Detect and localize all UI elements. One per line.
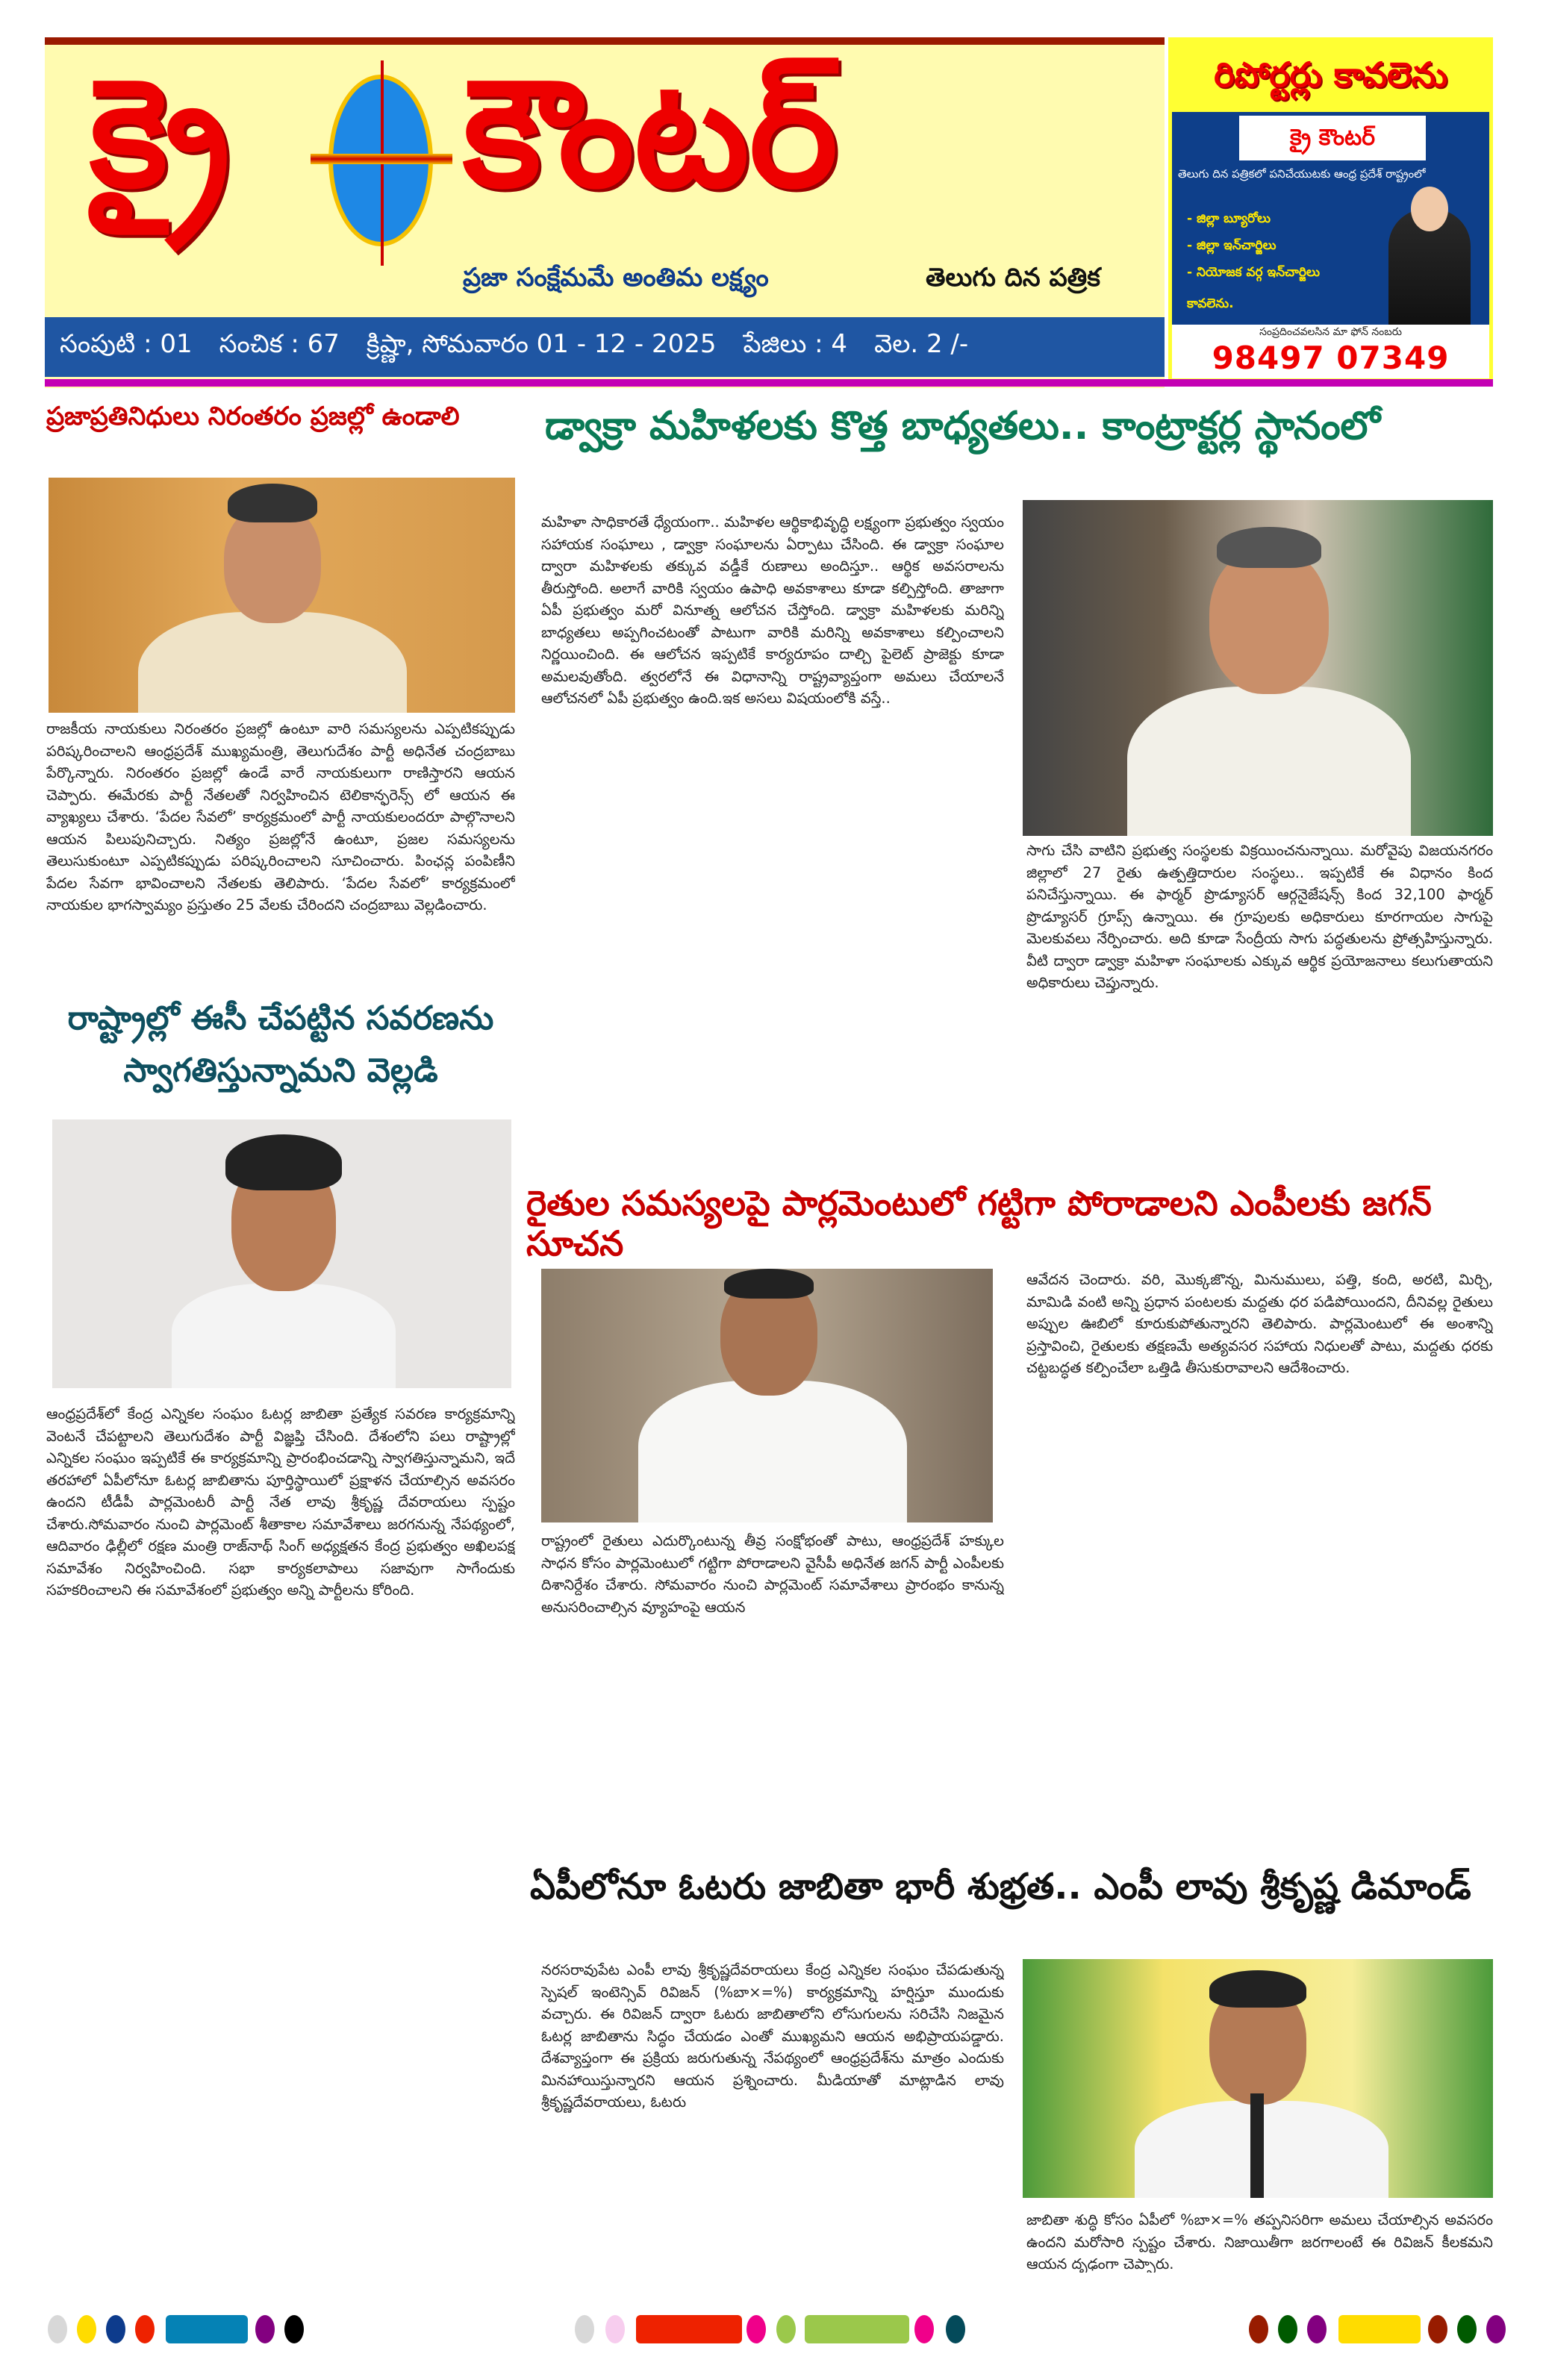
logo-text-part1: క్రై <box>90 47 231 221</box>
ad-item: కావలెను. <box>1187 296 1234 311</box>
divider <box>45 379 1493 387</box>
ad-contact <box>1172 325 1489 378</box>
ad-description: తెలుగు దిన పత్రికలో పనిచేయుటకు ఆంధ్ర ప్రదేశ్ రాష్ట్రంలో <box>1178 167 1426 181</box>
paper-type: తెలుగు దిన పత్రిక <box>926 263 1100 293</box>
price: వెల. 2 /- <box>874 329 969 359</box>
article-body-voter-list: నరసరావుపేట ఎంపీ లావు శ్రీకృష్ణదేవరాయలు కేంద్ర ఎన్నికల సంఘం చేపడుతున్న స్పెషల్ ఇంటెన్సివ్ రివిజన్ (%బా×=%) కార్యక్రమాన్ని హర్షిస్తూ ముందుకు వచ్చారు. ఈ రివిజన్ ద్వారా ఓటరు జాబితాలోని లోసుగులను సరిచేసి నిజమైన ఓటర్ల జాబితాను సిద్ధం చేయడం ఎంతో ముఖ్యమని ఆయన అభిప్రాయపడ్డారు. దేశవ్యాప్తంగా ఈ ప్రక్రియ జరుగుతున్న నేపథ్యంలో ఆంధ్రప్రదేశ్‌ను మాత్రం ఎందుకు మినహాయిస్తున్నారని ఆయన ప్రశ్నించారు. మీడియాతో మాట్లాడిన లావు శ్రీకృష్ణదేవరాయలు, ఓటరు <box>541 1961 1004 2111</box>
reporters-wanted-ad <box>1168 37 1493 379</box>
ad-contact-label: సంప్రదించవలసిన మా ఫోన్ నంబరు <box>1259 326 1402 338</box>
photo-jagan <box>541 1269 993 1522</box>
article-body-voter-list-continued: జాబితా శుద్ధి కోసం ఏపీలో %బా×=% తప్పనిసరిగా అమలు చేయాల్సిన అవసరం ఉందని మరోసారి స్పష్టం చేశారు. నిజాయితీగా జరగాలంటే ఈ రివిజన్ కీలకమని ఆయన దృఢంగా చెప్పారు. <box>1026 2211 1493 2273</box>
article-body-dwcra: మహిళా సాధికారతే ధ్యేయంగా.. మహిళల ఆర్థికాభివృద్ధి లక్ష్యంగా ప్రభుత్వం స్వయం సహాయక సంఘాలు , డ్వాక్రా సంఘాలను ఏర్పాటు చేసింది. ఈ డ్వాక్రా సంఘాల ద్వారా మహిళలకు తక్కువ వడ్డీకే రుణాలు అందిస్తూ.. ఆర్థిక అవసరాలను తీరుస్తోంది. అలాగే వారికి స్వయం ఉపాధి అవకాశాలు కూడా కల్పిస్తోంది. తాజాగా ఏపీ ప్రభుత్వం మరో వినూత్న ఆలోచన చేస్తోంది. డ్వాక్రా మహిళలకు మరిన్ని బాధ్యతలు అప్పగించటంతో పాటుగా వారికి మరిన్ని అవకాశాలు కల్పించాలని నిర్ణయించింది. ఈ ఆలోచన ఇప్పటికే కార్యరూపం దాల్చి పైలెట్ ప్రాజెక్టు కూడా అమలవుతోంది. త్వరలోనే ఈ విధానాన్ని రాష్ట్రవ్యాప్తంగా అమలు చేయాలనే ఆలోచనలో ఏపీ ప్రభుత్వం ఉంది.ఇక అసలు విషయంలోకి వస్తే.. <box>541 513 1004 707</box>
ad-panel <box>1172 112 1489 325</box>
tagline: ప్రజా సంక్షేమమే అంతిమ లక్ష్యం <box>463 263 769 293</box>
photo-lavu-speaking <box>1023 1959 1493 2198</box>
photo-chandrababu <box>49 478 515 713</box>
page-count: పేజిలు : 4 <box>743 329 848 359</box>
headline-line: స్వాగతిస్తున్నామని వెల్లడి <box>123 1052 438 1090</box>
article-body-jagan: రాష్ట్రంలో రైతులు ఎదుర్కొంటున్న తీవ్ర సంక్షోభంతో పాటు, ఆంధ్రప్రదేశ్ హక్కుల సాధన కోసం పార్లమెంటులో గట్టిగా పోరాడాలని వైసీపీ అధినేత జగన్ పార్టీ ఎంపీలకు దిశానిర్దేశం చేశారు. సోమవారం నుంచి పార్లమెంట్ సమావేశాలు ప్రారంభం కానున్న అనుసరించాల్సిన వ్యూహంపై ఆయన <box>541 1532 1004 1616</box>
ad-item: - జిల్లా ఇన్‌చార్జిలు <box>1187 238 1277 253</box>
article-body-jagan-continued: ఆవేదన చెందారు. వరి, మొక్కజొన్న, మినుములు, పత్తి, కంది, అరటి, మిర్చి, మామిడి వంటి అన్ని ప్రధాన పంటలకు మద్దతు ధర పడిపోయిందని, దీనివల్ల రైతులు అప్పుల ఊబిలో కూరుకుపోతున్నారని తెలిపారు. పార్లమెంటులో ఈ అంశాన్ని ప్రస్తావించి, రైతులకు తక్షణమే అత్యవసర సహాయ నిధులతో పాటు, మద్దతు ధరకు చట్టబద్ధత కల్పించేలా ఒత్తిడి తీసుకురావాలని ఆదేశించారు. <box>1026 1271 1493 1376</box>
headline-leaders: ప్రజాప్రతినిధులు నిరంతరం ప్రజల్లో ఉండాలి <box>46 402 460 431</box>
headline-jagan: రైతుల సమస్యలపై పార్లమెంటులో గట్టిగా పోరాడాలని ఎంపీలకు జగన్ సూచన <box>526 1183 1432 1264</box>
emblem-icon <box>328 75 433 246</box>
issue-number: సంచిక : 67 <box>219 329 340 359</box>
ad-title: రిపోర్టర్లు కావలెను <box>1214 54 1447 95</box>
ad-item: - జిల్లా బ్యూరోలు <box>1187 211 1271 226</box>
logo-text-part2: కౌంటర్ <box>463 47 838 221</box>
headline-ec-revision <box>46 993 515 1097</box>
ad-phone-number: 98497 07349 <box>1212 340 1450 376</box>
headline-line: రాష్ట్రాల్లో ఈసీ చేపట్టిన సవరణను <box>67 999 494 1037</box>
article-body-leaders: రాజకీయ నాయకులు నిరంతరం ప్రజల్లో ఉంటూ వారి సమస్యలను ఎప్పటికప్పుడు పరిష్కరించాలని ఆంధ్రప్రదేశ్ ముఖ్యమంత్రి, తెలుగుదేశం పార్టీ అధినేత చంద్రబాబు పేర్కొన్నారు. నిరంతరం ప్రజల్లో ఉండే వారే నాయకులుగా రాణిస్తారని ఆయన చెప్పారు. ఈమేరకు పార్టీ నేతలతో నిర్వహించిన టెలికాన్ఫరెన్స్ లో ఆయన ఈ వ్యాఖ్యలు చేశారు. ‘పేదల సేవలో’ కార్యక్రమంలో పార్టీ నాయకులందరూ పాల్గొనాలని ఆయన పిలుపునిచ్చారు. నిత్యం ప్రజల్లోనే ఉంటూ, ప్రజల సమస్యలను తెలుసుకుంటూ ఎప్పటికప్పుడు పరిష్కరించాలని సూచించారు. పింఛన్ల పంపిణీని పేదల సేవగా భావించాలని నేతలకు తెలిపారు. ‘పేదల సేవలో’ కార్యక్రమంలో నాయకుల భాగస్వామ్యం ప్రస్తుతం 25 వేలకు చేరిందని చంద్రబాబు వెల్లడించారు. <box>46 720 515 913</box>
article-body-dwcra-continued: సాగు చేసి వాటిని ప్రభుత్వ సంస్థలకు విక్రయించనున్నాయి. మరోవైపు విజయనగరం జిల్లాలో 27 రైతు ఉత్పత్తిదారుల సంస్థలు.. ఇప్పటికే ఈ విధానం కింద పనిచేస్తున్నాయి. ఈ ఫార్మర్ ప్రొడ్యూసర్ ఆర్గనైజేషన్స్ కింద 32,100 ఫార్మర్ ప్రొడ్యూసర్ గ్రూప్స్ ఉన్నాయి. ఈ గ్రూపులకు అధికారులు కూరగాయల సాగుపై మెలకువలు నేర్పించారు. అది కూడా సేంద్రీయ సాగు పద్ధతులను ప్రోత్సహిస్తున్నారు. వీటి ద్వారా డ్వాక్రా మహిళా సంఘాలకు ఎక్కువ ఆర్థిక ప్రయోజనాలు కలుగుతాయని అధికారులు చెప్తున్నారు. <box>1026 842 1493 991</box>
place-date: క్రిష్ణా, సోమవారం 01 - 12 - 2025 <box>366 329 717 359</box>
photo-lavu-srikrishna <box>52 1119 511 1388</box>
volume: సంపుటి : 01 <box>60 329 193 359</box>
ad-item: - నియోజక వర్గ ఇన్‌చార్జిలు <box>1187 265 1320 280</box>
ad-logo: క్రై కౌంటర్ <box>1239 116 1426 160</box>
photo-chandrababu-speaking <box>1023 500 1493 836</box>
article-body-ec-revision: ఆంధ్రప్రదేశ్‌లో కేంద్ర ఎన్నికల సంఘం ఓటర్ల జాబితా ప్రత్యేక సవరణ కార్యక్రమాన్ని వెంటనే చేపట్టాలని తెలుగుదేశం పార్టీ విజ్ఞప్తి చేసింది. దేశంలోని పలు రాష్ట్రాల్లో ఎన్నికల సంఘం ఇప్పటికే ఈ కార్యక్రమాన్ని ప్రారంభించడాన్ని స్వాగతిస్తున్నామని, ఇదే తరహాలో ఏపీలోనూ ఓటర్ల జాబితాను పూర్తిస్థాయిలో ప్రక్షాళన చేయాల్సిన అవసరం ఉందని టీడీపీ పార్లమెంటరీ పార్టీ నేత లావు శ్రీకృష్ణ దేవరాయలు స్పష్టం చేశారు.సోమవారం నుంచి పార్లమెంట్ శీతాకాల సమావేశాలు జరగనున్న నేపథ్యంలో, ఆదివారం ఢిల్లీలో రక్షణ మంత్రి రాజ్‌నాథ్ సింగ్ అధ్యక్షతన కేంద్ర ప్రభుత్వం అఖిలపక్ష సమావేశం నిర్వహించింది. సభా కార్యకలాపాలు సజావుగా సాగేందుకు సహకరించాలని ఈ సమావేశంలో ప్రభుత్వం అన్ని పార్టీలను కోరింది. <box>46 1405 515 1599</box>
ad-model-image <box>1388 209 1471 325</box>
microphone-icon <box>1250 2093 1264 2198</box>
headline-voter-list: ఏపీలోనూ ఓటరు జాబితా భారీ శుభ్రత.. ఎంపీ లావు శ్రీకృష్ణ డిమాండ్ <box>530 1866 1471 1908</box>
issue-info-bar <box>45 317 1165 377</box>
headline-dwcra: డ్వాక్రా మహిళలకు కొత్త బాధ్యతలు.. కాంట్రాక్టర్ల స్థానంలో <box>545 404 1381 449</box>
